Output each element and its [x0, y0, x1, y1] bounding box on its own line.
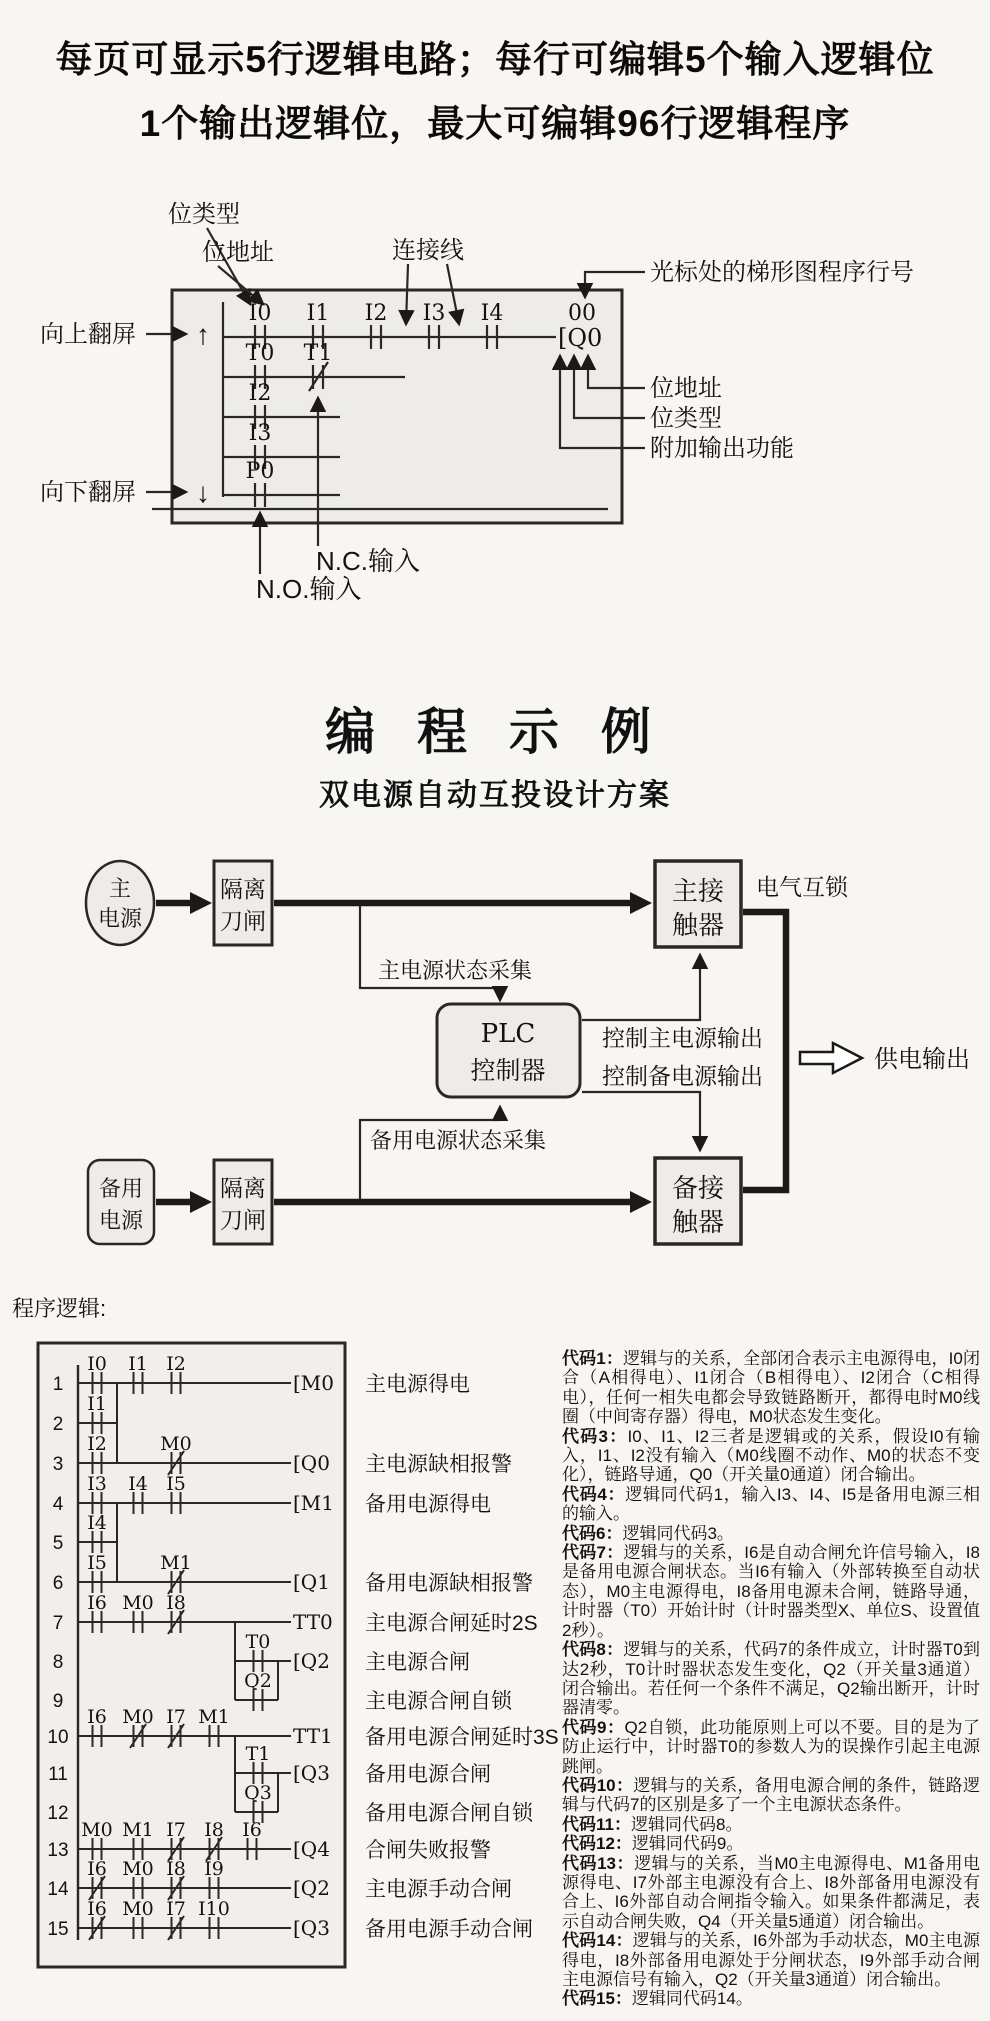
callout-page-up: 向上翻屏 [40, 321, 136, 348]
backup-contactor-label: 触器 [671, 1207, 725, 1237]
ladder-text: 8 [52, 1652, 64, 1673]
ladder-text: M0 [122, 1592, 154, 1614]
ladder-text: 备用电源合闸自锁 [365, 1802, 533, 1825]
title-line-2: 1个输出逻辑位，最大可编辑96行逻辑程序 [139, 103, 851, 144]
ctrl-backup-line [582, 1092, 700, 1150]
ladder-text: 15 [47, 1919, 69, 1940]
ladder-text: 12 [47, 1803, 69, 1824]
lcd-line-number: 00 [568, 301, 596, 326]
callout-bit-type-top: 位类型 [168, 201, 240, 228]
ladder-text: TT1 [293, 1724, 333, 1748]
ladder-text: I6 [242, 1819, 262, 1841]
ladder-text: [Q0 [293, 1451, 330, 1475]
main-power-node [86, 861, 154, 945]
code-note: 代码11：逻辑同代码8。 [562, 1814, 743, 1834]
example-subheading: 双电源自动互投设计方案 [319, 779, 671, 812]
backup-status-line [360, 1107, 500, 1200]
page-up-glyph: ↑ [196, 319, 210, 350]
backup-power-label: 备用 [98, 1176, 144, 1201]
ladder-text: M0 [122, 1898, 154, 1920]
ladder-text: I2 [166, 1353, 186, 1375]
ctrl-backup-label: 控制备电源输出 [602, 1063, 763, 1089]
ladder-text: [Q3 [293, 1761, 330, 1785]
ladder-text: M0 [122, 1706, 154, 1728]
code-notes-column [562, 1349, 980, 2009]
ladder-text: I6 [87, 1592, 107, 1614]
program-logic-label: 程序逻辑: [12, 1296, 107, 1321]
ladder-text: I8 [204, 1819, 224, 1841]
code-note: 代码7：逻辑与的关系，I6是自动合闸允许信号输入，I8是备用电源合闸状态。当I6有输入（外部转换至自动状态），M0主电源得电，I8备用电源未合闸，链路导通，计时器（T0）开始计时（计时器类型X、单位S、设置值2秒）。 [562, 1543, 980, 1640]
ladder-text: I8 [166, 1592, 186, 1614]
callout-page-down: 向下翻屏 [40, 479, 136, 506]
lcd-screen-diagram [40, 201, 914, 604]
ladder-text: 13 [47, 1840, 69, 1861]
ladder-text: 备用电源手动合闸 [365, 1918, 533, 1941]
ladder-text: T1 [245, 1743, 271, 1765]
lcd-contact-label: I3 [248, 421, 272, 446]
ladder-text: 7 [52, 1613, 64, 1634]
ladder-text: 10 [47, 1727, 69, 1748]
ladder-text: I4 [87, 1512, 107, 1534]
ladder-text: I5 [166, 1473, 186, 1495]
ladder-text: Q2 [244, 1670, 272, 1692]
code-note: 代码4：逻辑同代码1，输入I3、I4、I5是备用电源三相的输入。 [562, 1484, 980, 1524]
flow-arrowhead [630, 892, 652, 914]
backup-power-label: 电源 [98, 1208, 144, 1233]
flow-arrowhead [190, 892, 212, 914]
callout-bit-addr-top: 位地址 [202, 239, 274, 266]
electrical-interlock-label: 电气互锁 [756, 874, 848, 900]
ladder-text: [M1 [293, 1491, 335, 1515]
plc-label: PLC [480, 1019, 536, 1049]
ladder-text: 主电源得电 [365, 1373, 470, 1396]
code-note: 代码8：逻辑与的关系，代码7的条件成立，计时器T0到达2秒，T0计时器状态发生变化，Q2（开关量3通道）闭合输出。若任何一个条件不满足，Q2输出断开，计时器清零。 [562, 1640, 980, 1718]
ladder-text: 1 [52, 1374, 64, 1395]
ladder-text: [M0 [293, 1371, 335, 1395]
lcd-contact-label: I4 [480, 301, 504, 326]
ladder-text: M0 [81, 1819, 113, 1841]
ladder-text: I0 [87, 1353, 107, 1375]
ladder-text: 主电源合闸 [365, 1651, 470, 1674]
main-power-label: 电源 [97, 906, 143, 931]
ladder-text: M0 [122, 1858, 154, 1880]
isolator2-label: 隔离 [220, 1175, 266, 1201]
ladder-text: 主电源合闸自锁 [365, 1690, 512, 1713]
ladder-text: M1 [160, 1552, 192, 1574]
ladder-text: I5 [87, 1552, 107, 1574]
backup-status-label: 备用电源状态采集 [370, 1128, 547, 1153]
example-heading: 编 程 示 例 [325, 704, 665, 760]
lcd-screen-box [172, 290, 622, 523]
ladder-text: 4 [52, 1494, 64, 1515]
ladder-text: TT0 [293, 1610, 333, 1634]
lcd-output-label: [Q0 [558, 324, 603, 352]
code-note: 代码6：逻辑同代码3。 [562, 1523, 734, 1543]
ladder-text: 5 [52, 1533, 64, 1554]
ladder-text: I9 [204, 1858, 224, 1880]
ladder-text: M0 [160, 1433, 192, 1455]
lcd-contact-label: P0 [245, 459, 275, 484]
callout-nc-input: N.C.输入 [316, 546, 421, 576]
callout-extra-output: 附加输出功能 [650, 435, 794, 462]
ladder-text: 备用电源合闸延时3S [365, 1726, 559, 1749]
main-contactor-label: 触器 [671, 910, 725, 940]
callout-no-input: N.O.输入 [256, 574, 362, 604]
ladder-text: 14 [47, 1879, 69, 1900]
ladder-text: 6 [52, 1573, 64, 1594]
lcd-contact-label: T0 [245, 341, 275, 366]
ladder-text: [Q2 [293, 1649, 330, 1673]
ladder-text: 合闸失败报警 [365, 1839, 491, 1862]
ladder-text: [Q3 [293, 1916, 330, 1940]
callout-bit-type-right: 位类型 [650, 405, 722, 432]
code-note: 代码13：逻辑与的关系，当M0主电源得电、M1备用电源得电、I7外部主电源没有合上、I8外部备用电源没有合上、I6外部自动合闸指令输入。如果条件都满足，表示自动合闸失败，Q4（开关量5通道）闭合输出。 [562, 1853, 980, 1931]
ladder-text: [Q1 [293, 1570, 330, 1594]
ladder-text: [Q2 [293, 1876, 330, 1900]
ladder-text: [Q4 [293, 1837, 330, 1861]
ladder-text: T0 [245, 1631, 271, 1653]
ladder-text: I7 [166, 1706, 186, 1728]
isolator2-label: 刀闸 [220, 1207, 266, 1233]
main-contactor-label: 主接 [671, 876, 725, 906]
lcd-contact-label: I0 [248, 301, 272, 326]
code-note: 代码9：Q2自锁，此功能原则上可以不要。目的是为了防止运行中，计时器T0的参数人为的误操作引起主电源跳闸。 [562, 1717, 980, 1776]
ladder-text: I6 [87, 1706, 107, 1728]
ctrl-main-line [582, 955, 700, 1020]
ladder-text: I1 [87, 1393, 107, 1415]
ladder-text: I4 [128, 1473, 148, 1495]
ladder-text: I8 [166, 1858, 186, 1880]
lcd-contact-label: T1 [303, 341, 333, 366]
ctrl-main-label: 控制主电源输出 [602, 1025, 763, 1051]
ladder-text: M1 [198, 1706, 230, 1728]
callout-connect-line: 连接线 [392, 237, 464, 264]
code-note: 代码1：逻辑与的关系，全部闭合表示主电源得电，I0闭合（A相得电）、I1闭合（B相得电）、I2闭合（C相得电），任何一相失电都会导致链路断开，都得电时M0线圈（中间寄存器）得电，M0状态发生变化。 [562, 1349, 980, 1427]
ladder-text: I3 [87, 1473, 107, 1495]
callout-bit-addr-right: 位地址 [650, 375, 722, 402]
ladder-text: I6 [87, 1858, 107, 1880]
ladder-text: 备用电源得电 [365, 1493, 491, 1516]
ladder-text: 9 [52, 1691, 64, 1712]
ladder-text: 备用电源合闸 [365, 1763, 491, 1786]
flow-arrowhead [190, 1191, 212, 1213]
ladder-text: 备用电源缺相报警 [365, 1572, 533, 1595]
code-note: 代码14：逻辑与的关系，I6外部为手动状态，M0主电源得电，I8外部备用电源处于分闸状态，I9外部手动合闸主电源信号有输入，Q2（开关量3通道）闭合输出。 [562, 1931, 980, 1989]
code-note: 代码10：逻辑与的关系，备用电源合闸的条件，链路逻辑与代码7的区别是多了一个主电源状态条件。 [562, 1775, 981, 1815]
ladder-text: 11 [48, 1764, 68, 1785]
block-diagram [86, 861, 970, 1244]
lcd-contact-label: I2 [248, 381, 272, 406]
code-note: 代码15：逻辑同代码14。 [562, 1989, 753, 2009]
ladder-text: I7 [166, 1898, 186, 1920]
title-line-1: 每页可显示5行逻辑电路；每行可编辑5个输入逻辑位 [55, 39, 935, 80]
lcd-contact-label: I1 [306, 301, 330, 326]
ladder-text: I7 [166, 1819, 186, 1841]
ladder-text: I2 [87, 1433, 107, 1455]
ladder-text: M1 [122, 1819, 154, 1841]
main-power-label: 主 [108, 876, 132, 901]
ladder-text: I1 [128, 1353, 148, 1375]
page-down-glyph: ↓ [196, 477, 210, 508]
ladder-text: 主电源缺相报警 [365, 1453, 512, 1476]
lcd-contact-label: I3 [422, 301, 446, 326]
power-output-label: 供电输出 [874, 1046, 970, 1073]
flow-arrowhead [630, 1191, 652, 1213]
lcd-contact-label: I2 [364, 301, 388, 326]
ladder-text: 主电源合闸延时2S [365, 1612, 538, 1635]
ladder-text: I6 [87, 1898, 107, 1920]
backup-contactor-label: 备接 [671, 1173, 725, 1203]
isolator1-label: 隔离 [220, 876, 266, 902]
main-status-label: 主电源状态采集 [378, 958, 533, 983]
ladder-text: Q3 [244, 1782, 272, 1804]
interlock-line [743, 912, 786, 1190]
ladder-text: 3 [52, 1454, 64, 1475]
ladder-text: 2 [52, 1414, 64, 1435]
callout-cursor-line-no: 光标处的梯形图程序行号 [650, 259, 914, 286]
ladder-text: 主电源手动合闸 [365, 1878, 512, 1901]
program-ladder [38, 1343, 559, 1967]
power-output-arrow-icon [800, 1043, 862, 1073]
code-note: 代码3：I0、I1、I2三者是逻辑或的关系，假设I0有输入，I1、I2没有输入（M0线圈不动作、M0的状态不变化），链路导通，Q0（开关量0通道）闭合输出。 [562, 1426, 980, 1485]
main-status-line [360, 906, 500, 1000]
plc-label: 控制器 [470, 1057, 546, 1085]
ladder-text: I10 [198, 1898, 230, 1920]
isolator1-label: 刀闸 [220, 908, 266, 934]
code-note: 代码12：逻辑同代码9。 [562, 1834, 744, 1854]
